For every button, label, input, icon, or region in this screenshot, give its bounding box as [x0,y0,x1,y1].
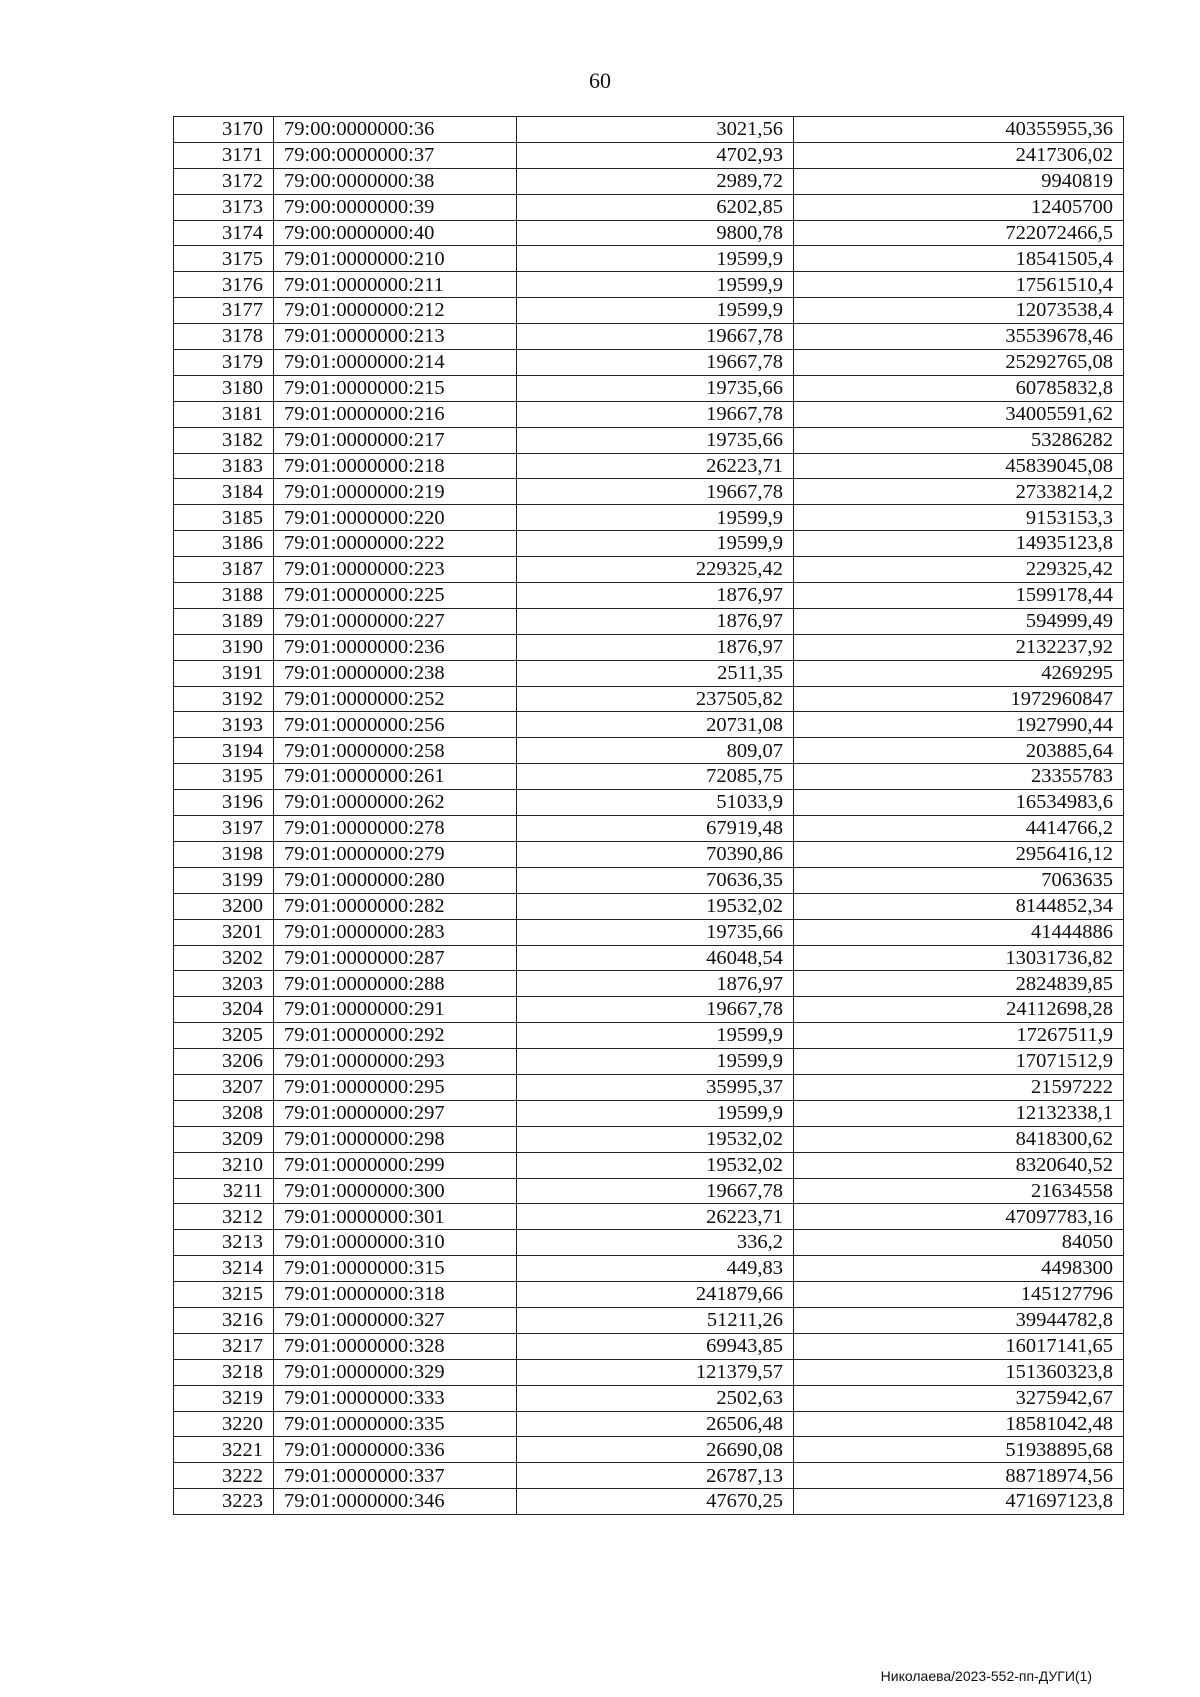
value-cell: 17071512,9 [794,1049,1124,1075]
area-cell: 809,07 [517,738,794,764]
table-row [174,945,1124,971]
row-number-cell: 3178 [174,324,274,350]
value-cell: 23355783 [794,764,1124,790]
table-row [174,712,1124,738]
table-row [174,479,1124,505]
table-row [174,634,1124,660]
area-cell: 4702,93 [517,142,794,168]
row-number-cell: 3208 [174,1100,274,1126]
area-cell: 6202,85 [517,194,794,220]
cadastral-number-cell: 79:01:0000000:295 [274,1074,517,1100]
area-cell: 69943,85 [517,1333,794,1359]
row-number-cell: 3223 [174,1489,274,1515]
table-row [174,764,1124,790]
table-row [174,1333,1124,1359]
value-cell: 3275942,67 [794,1385,1124,1411]
table-row [174,1178,1124,1204]
area-cell: 26787,13 [517,1463,794,1489]
area-cell: 1876,97 [517,583,794,609]
row-number-cell: 3184 [174,479,274,505]
value-cell: 4414766,2 [794,816,1124,842]
row-number-cell: 3198 [174,841,274,867]
table-row [174,893,1124,919]
value-cell: 13031736,82 [794,945,1124,971]
table-row [174,1100,1124,1126]
cadastral-number-cell: 79:01:0000000:293 [274,1049,517,1075]
table-row [174,142,1124,168]
area-cell: 26223,71 [517,453,794,479]
cadastral-number-cell: 79:01:0000000:299 [274,1152,517,1178]
table-row [174,971,1124,997]
table-row [174,867,1124,893]
value-cell: 27338214,2 [794,479,1124,505]
value-cell: 45839045,08 [794,453,1124,479]
area-cell: 19599,9 [517,531,794,557]
value-cell: 722072466,5 [794,220,1124,246]
cadastral-number-cell: 79:01:0000000:318 [274,1282,517,1308]
area-cell: 1876,97 [517,608,794,634]
value-cell: 14935123,8 [794,531,1124,557]
value-cell: 60785832,8 [794,375,1124,401]
table-row [174,117,1124,143]
row-number-cell: 3190 [174,634,274,660]
area-cell: 26223,71 [517,1204,794,1230]
cadastral-number-cell: 79:01:0000000:336 [274,1437,517,1463]
row-number-cell: 3185 [174,505,274,531]
cadastral-number-cell: 79:01:0000000:236 [274,634,517,660]
value-cell: 40355955,36 [794,117,1124,143]
value-cell: 9940819 [794,168,1124,194]
area-cell: 20731,08 [517,712,794,738]
table-row [174,1307,1124,1333]
cadastral-number-cell: 79:01:0000000:218 [274,453,517,479]
cadastral-number-cell: 79:01:0000000:252 [274,686,517,712]
table-row [174,427,1124,453]
row-number-cell: 3179 [174,350,274,376]
area-cell: 70636,35 [517,867,794,893]
registry-table [173,116,1124,1515]
value-cell: 8418300,62 [794,1126,1124,1152]
row-number-cell: 3220 [174,1411,274,1437]
area-cell: 1876,97 [517,971,794,997]
value-cell: 594999,49 [794,608,1124,634]
table-row [174,505,1124,531]
row-number-cell: 3213 [174,1230,274,1256]
cadastral-number-cell: 79:00:0000000:40 [274,220,517,246]
cadastral-number-cell: 79:01:0000000:258 [274,738,517,764]
area-cell: 19599,9 [517,1100,794,1126]
row-number-cell: 3191 [174,660,274,686]
cadastral-number-cell: 79:01:0000000:256 [274,712,517,738]
area-cell: 19599,9 [517,1049,794,1075]
table-row [174,1385,1124,1411]
row-number-cell: 3177 [174,298,274,324]
row-number-cell: 3210 [174,1152,274,1178]
value-cell: 84050 [794,1230,1124,1256]
area-cell: 19735,66 [517,375,794,401]
cadastral-number-cell: 79:00:0000000:37 [274,142,517,168]
cadastral-number-cell: 79:01:0000000:301 [274,1204,517,1230]
row-number-cell: 3181 [174,401,274,427]
area-cell: 70390,86 [517,841,794,867]
row-number-cell: 3200 [174,893,274,919]
value-cell: 12073538,4 [794,298,1124,324]
row-number-cell: 3212 [174,1204,274,1230]
value-cell: 53286282 [794,427,1124,453]
value-cell: 2824839,85 [794,971,1124,997]
value-cell: 4269295 [794,660,1124,686]
cadastral-number-cell: 79:01:0000000:329 [274,1359,517,1385]
cadastral-number-cell: 79:01:0000000:217 [274,427,517,453]
area-cell: 19599,9 [517,1023,794,1049]
area-cell: 229325,42 [517,557,794,583]
cadastral-number-cell: 79:00:0000000:36 [274,117,517,143]
area-cell: 19532,02 [517,1152,794,1178]
area-cell: 19599,9 [517,505,794,531]
value-cell: 12405700 [794,194,1124,220]
cadastral-number-cell: 79:01:0000000:288 [274,971,517,997]
area-cell: 19735,66 [517,919,794,945]
table-row [174,220,1124,246]
row-number-cell: 3196 [174,790,274,816]
cadastral-number-cell: 79:01:0000000:210 [274,246,517,272]
row-number-cell: 3189 [174,608,274,634]
table-row [174,608,1124,634]
cadastral-number-cell: 79:01:0000000:283 [274,919,517,945]
row-number-cell: 3207 [174,1074,274,1100]
row-number-cell: 3218 [174,1359,274,1385]
cadastral-number-cell: 79:01:0000000:216 [274,401,517,427]
area-cell: 19667,78 [517,324,794,350]
value-cell: 2956416,12 [794,841,1124,867]
row-number-cell: 3180 [174,375,274,401]
row-number-cell: 3201 [174,919,274,945]
row-number-cell: 3214 [174,1256,274,1282]
cadastral-number-cell: 79:01:0000000:300 [274,1178,517,1204]
row-number-cell: 3188 [174,583,274,609]
area-cell: 35995,37 [517,1074,794,1100]
area-cell: 237505,82 [517,686,794,712]
row-number-cell: 3170 [174,117,274,143]
cadastral-number-cell: 79:01:0000000:214 [274,350,517,376]
row-number-cell: 3215 [174,1282,274,1308]
value-cell: 12132338,1 [794,1100,1124,1126]
value-cell: 16017141,65 [794,1333,1124,1359]
row-number-cell: 3171 [174,142,274,168]
document-reference: Николаева/2023-552-пп-ДУГИ(1) [880,1668,1092,1684]
area-cell: 72085,75 [517,764,794,790]
cadastral-number-cell: 79:01:0000000:215 [274,375,517,401]
row-number-cell: 3216 [174,1307,274,1333]
area-cell: 46048,54 [517,945,794,971]
table-row [174,919,1124,945]
table-row [174,1230,1124,1256]
value-cell: 21597222 [794,1074,1124,1100]
cadastral-number-cell: 79:01:0000000:238 [274,660,517,686]
row-number-cell: 3221 [174,1437,274,1463]
table-row [174,1074,1124,1100]
row-number-cell: 3211 [174,1178,274,1204]
cadastral-number-cell: 79:01:0000000:346 [274,1489,517,1515]
table-row [174,1437,1124,1463]
cadastral-number-cell: 79:01:0000000:220 [274,505,517,531]
row-number-cell: 3203 [174,971,274,997]
cadastral-number-cell: 79:01:0000000:287 [274,945,517,971]
cadastral-number-cell: 79:00:0000000:38 [274,168,517,194]
table-row [174,168,1124,194]
table-row [174,583,1124,609]
value-cell: 1599178,44 [794,583,1124,609]
value-cell: 8320640,52 [794,1152,1124,1178]
area-cell: 47670,25 [517,1489,794,1515]
value-cell: 88718974,56 [794,1463,1124,1489]
area-cell: 26506,48 [517,1411,794,1437]
table-row [174,246,1124,272]
cadastral-number-cell: 79:00:0000000:39 [274,194,517,220]
area-cell: 449,83 [517,1256,794,1282]
table-row [174,1023,1124,1049]
value-cell: 229325,42 [794,557,1124,583]
area-cell: 19667,78 [517,1178,794,1204]
table-row [174,453,1124,479]
cadastral-number-cell: 79:01:0000000:222 [274,531,517,557]
row-number-cell: 3174 [174,220,274,246]
area-cell: 19599,9 [517,272,794,298]
value-cell: 4498300 [794,1256,1124,1282]
area-cell: 241879,66 [517,1282,794,1308]
value-cell: 47097783,16 [794,1204,1124,1230]
value-cell: 471697123,8 [794,1489,1124,1515]
cadastral-number-cell: 79:01:0000000:278 [274,816,517,842]
cadastral-number-cell: 79:01:0000000:298 [274,1126,517,1152]
area-cell: 19667,78 [517,479,794,505]
value-cell: 18581042,48 [794,1411,1124,1437]
cadastral-number-cell: 79:01:0000000:279 [274,841,517,867]
area-cell: 1876,97 [517,634,794,660]
cadastral-number-cell: 79:01:0000000:223 [274,557,517,583]
area-cell: 9800,78 [517,220,794,246]
table-row [174,660,1124,686]
row-number-cell: 3222 [174,1463,274,1489]
table-row [174,1463,1124,1489]
row-number-cell: 3175 [174,246,274,272]
area-cell: 19667,78 [517,997,794,1023]
table-row [174,738,1124,764]
row-number-cell: 3176 [174,272,274,298]
cadastral-number-cell: 79:01:0000000:212 [274,298,517,324]
value-cell: 1972960847 [794,686,1124,712]
table-row [174,686,1124,712]
area-cell: 19735,66 [517,427,794,453]
row-number-cell: 3197 [174,816,274,842]
value-cell: 25292765,08 [794,350,1124,376]
value-cell: 145127796 [794,1282,1124,1308]
cadastral-number-cell: 79:01:0000000:297 [274,1100,517,1126]
cadastral-number-cell: 79:01:0000000:213 [274,324,517,350]
table-row [174,375,1124,401]
value-cell: 21634558 [794,1178,1124,1204]
row-number-cell: 3195 [174,764,274,790]
area-cell: 19532,02 [517,893,794,919]
cadastral-number-cell: 79:01:0000000:310 [274,1230,517,1256]
table-row [174,816,1124,842]
table-row [174,350,1124,376]
value-cell: 1927990,44 [794,712,1124,738]
cadastral-number-cell: 79:01:0000000:291 [274,997,517,1023]
value-cell: 8144852,34 [794,893,1124,919]
table-row [174,841,1124,867]
cadastral-number-cell: 79:01:0000000:262 [274,790,517,816]
row-number-cell: 3204 [174,997,274,1023]
row-number-cell: 3182 [174,427,274,453]
cadastral-number-cell: 79:01:0000000:292 [274,1023,517,1049]
table-row [174,1126,1124,1152]
cadastral-number-cell: 79:01:0000000:337 [274,1463,517,1489]
value-cell: 7063635 [794,867,1124,893]
area-cell: 2502,63 [517,1385,794,1411]
table-row [174,272,1124,298]
cadastral-number-cell: 79:01:0000000:328 [274,1333,517,1359]
registry-table-body [174,117,1124,1515]
value-cell: 151360323,8 [794,1359,1124,1385]
table-row [174,557,1124,583]
row-number-cell: 3199 [174,867,274,893]
row-number-cell: 3192 [174,686,274,712]
table-row [174,790,1124,816]
area-cell: 67919,48 [517,816,794,842]
page-number: 60 [589,68,611,93]
cadastral-number-cell: 79:01:0000000:282 [274,893,517,919]
table-row [174,324,1124,350]
row-number-cell: 3173 [174,194,274,220]
table-row [174,1282,1124,1308]
value-cell: 39944782,8 [794,1307,1124,1333]
table-row [174,997,1124,1023]
area-cell: 51033,9 [517,790,794,816]
cadastral-number-cell: 79:01:0000000:327 [274,1307,517,1333]
table-row [174,1049,1124,1075]
row-number-cell: 3209 [174,1126,274,1152]
row-number-cell: 3206 [174,1049,274,1075]
value-cell: 2132237,92 [794,634,1124,660]
value-cell: 35539678,46 [794,324,1124,350]
area-cell: 51211,26 [517,1307,794,1333]
area-cell: 3021,56 [517,117,794,143]
value-cell: 18541505,4 [794,246,1124,272]
cadastral-number-cell: 79:01:0000000:227 [274,608,517,634]
table-row [174,1489,1124,1515]
area-cell: 19599,9 [517,298,794,324]
area-cell: 19667,78 [517,350,794,376]
area-cell: 26690,08 [517,1437,794,1463]
area-cell: 121379,57 [517,1359,794,1385]
value-cell: 41444886 [794,919,1124,945]
table-row [174,194,1124,220]
cadastral-number-cell: 79:01:0000000:335 [274,1411,517,1437]
table-row [174,1359,1124,1385]
value-cell: 16534983,6 [794,790,1124,816]
area-cell: 336,2 [517,1230,794,1256]
row-number-cell: 3172 [174,168,274,194]
area-cell: 19532,02 [517,1126,794,1152]
value-cell: 9153153,3 [794,505,1124,531]
cadastral-number-cell: 79:01:0000000:315 [274,1256,517,1282]
row-number-cell: 3219 [174,1385,274,1411]
cadastral-number-cell: 79:01:0000000:211 [274,272,517,298]
row-number-cell: 3183 [174,453,274,479]
table-row [174,1256,1124,1282]
table-row [174,1152,1124,1178]
row-number-cell: 3187 [174,557,274,583]
area-cell: 19599,9 [517,246,794,272]
value-cell: 17267511,9 [794,1023,1124,1049]
row-number-cell: 3217 [174,1333,274,1359]
row-number-cell: 3193 [174,712,274,738]
cadastral-number-cell: 79:01:0000000:261 [274,764,517,790]
value-cell: 2417306,02 [794,142,1124,168]
table-row [174,401,1124,427]
area-cell: 19667,78 [517,401,794,427]
cadastral-number-cell: 79:01:0000000:280 [274,867,517,893]
table-row [174,298,1124,324]
area-cell: 2511,35 [517,660,794,686]
value-cell: 51938895,68 [794,1437,1124,1463]
value-cell: 17561510,4 [794,272,1124,298]
table-row [174,1204,1124,1230]
row-number-cell: 3194 [174,738,274,764]
row-number-cell: 3205 [174,1023,274,1049]
value-cell: 203885,64 [794,738,1124,764]
table-row [174,531,1124,557]
row-number-cell: 3202 [174,945,274,971]
value-cell: 24112698,28 [794,997,1124,1023]
row-number-cell: 3186 [174,531,274,557]
area-cell: 2989,72 [517,168,794,194]
cadastral-number-cell: 79:01:0000000:225 [274,583,517,609]
cadastral-number-cell: 79:01:0000000:333 [274,1385,517,1411]
table-row [174,1411,1124,1437]
cadastral-number-cell: 79:01:0000000:219 [274,479,517,505]
value-cell: 34005591,62 [794,401,1124,427]
